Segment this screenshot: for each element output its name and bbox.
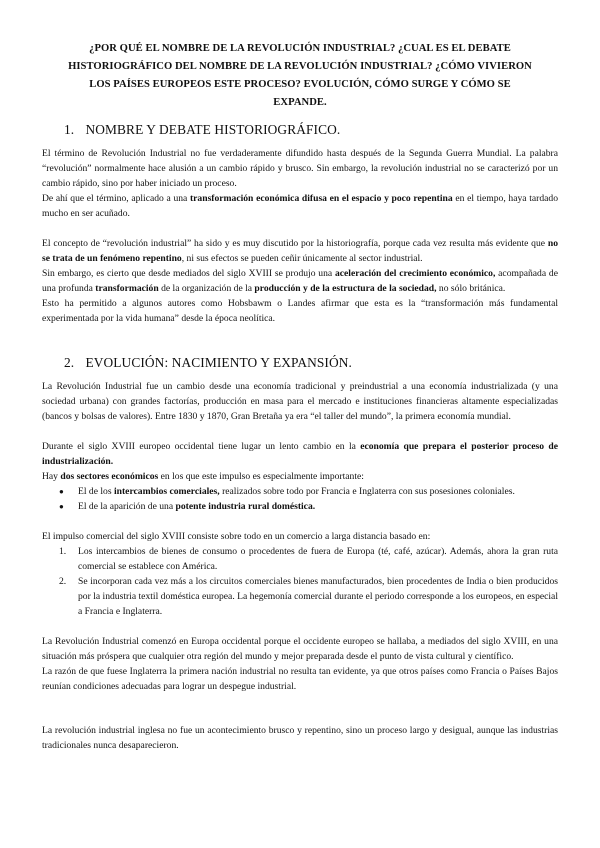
paragraph: Hay dos sectores económicos en los que este impulso es especialmente importante: [42,471,364,482]
title-line: ¿POR QUÉ EL NOMBRE DE LA REVOLUCIÓN INDUSTRIAL? ¿CUAL ES EL DEBATE [89,43,511,54]
paragraph: La razón de que fuese Inglaterra la primera nación industrial no resulta tan evidente, ya que otros países como Francia o Países Bajos reunían condiciones adecuadas para lograr un despegue industrial. [42,666,558,692]
list-item: 1. Los intercambios de bienes de consumo o procedentes de fuera de Europa (té, café, azúcar). Además, ahora la gran ruta comercial se establece con América. [59,546,558,572]
paragraph: El impulso comercial del siglo XVIII consiste sobre todo en un comercio a larga distancia basado en: [42,531,431,542]
section-title: EVOLUCIÓN: NACIMIENTO Y EXPANSIÓN. [85,355,352,370]
document-page [42,40,558,753]
section-1-heading [42,122,558,138]
numbered-list [42,544,558,619]
paragraph: La Revolución Industrial fue un cambio desde una economía tradicional y preindustrial a una economía industrializada (y una sociedad urbana) con grandes factorías, producción en masa para el mercado e instituciones financieras altamente especializadas (bancos y bolsas de valores). Entre 1830 y 1870, Gran Bretaña ya era “el taller del mundo”, la primera economía mundial. [42,381,558,422]
title-line: EXPANDE. [273,97,327,108]
bullet-icon: ● [59,502,64,511]
paragraph: El concepto de “revolución industrial” ha sido y es muy discutido por la historiografía, porque cada vez resulta más evidente que no se trata de un fenómeno repentino, ni sus efectos se pueden ceñir únicamente al sector industrial. [42,238,558,264]
paragraph: La Revolución Industrial comenzó en Europa occidental porque el occidente europeo se hallaba, a mediados del siglo XVIII, en una situación más próspera que cualquier otra región del mundo y mejor preparada desde el punto de vista cultural y científico. [42,636,558,662]
title-line: LOS PAÍSES EUROPEOS ESTE PROCESO? EVOLUCIÓN, CÓMO SURGE Y CÓMO SE [89,79,511,90]
paragraph: Esto ha permitido a algunos autores como Hobsbawm o Landes afirmar que esta es la “transformación más fundamental experimentada por la vida humana” desde la época neolítica. [42,298,558,324]
paragraph: Durante el siglo XVIII europeo occidental tiene lugar un lento cambio en la economía que prepara el posterior proceso de industrialización. [42,441,558,467]
document-title [42,40,558,112]
section-title: NOMBRE Y DEBATE HISTORIOGRÁFICO. [85,122,341,137]
bullet-list [42,484,558,514]
bullet-icon: ● [59,487,64,496]
list-item: ● El de la aparición de una potente industria rural doméstica. [59,501,316,512]
paragraph: La revolución industrial inglesa no fue un acontecimiento brusco y repentino, sino un proceso largo y desigual, aunque las industrias tradicionales nunca desaparecieron. [42,725,558,751]
section-number: 1. [64,122,75,137]
list-item: ● El de los intercambios comerciales, realizados sobre todo por Francia e Inglaterra con sus posesiones coloniales. [59,486,515,497]
section-2-heading [42,355,558,371]
list-item: 2. Se incorporan cada vez más a los circuitos comerciales bienes manufacturados, bien procedentes de India o bien producidos por la industria textil doméstica europea. La hegemonía comercial durante el periodo corresponde a los europeos, en especial a Francia e Inglaterra. [59,576,558,617]
paragraph: El término de Revolución Industrial no fue verdaderamente difundido hasta después de la Segunda Guerra Mundial. La palabra “revolución” normalmente hace alusión a un cambio rápido y brusco. Sin embargo, la revolución industrial no se caracterizó por un cambio rápido, sino por haber iniciado un proceso. [42,148,558,189]
paragraph: Sin embargo, es cierto que desde mediados del siglo XVIII se produjo una aceleración del crecimiento económico, acompañada de una profunda transformación de la organización de la producción y de la estructura de la sociedad, no sólo británica. [42,268,558,294]
paragraph: De ahí que el término, aplicado a una transformación económica difusa en el espacio y poco repentina en el tiempo, haya tardado mucho en ser acuñado. [42,193,558,219]
section-number: 2. [64,355,75,370]
title-line: HISTORIOGRÁFICO DEL NOMBRE DE LA REVOLUCIÓN INDUSTRIAL? ¿CÓMO VIVIERON [68,61,532,72]
